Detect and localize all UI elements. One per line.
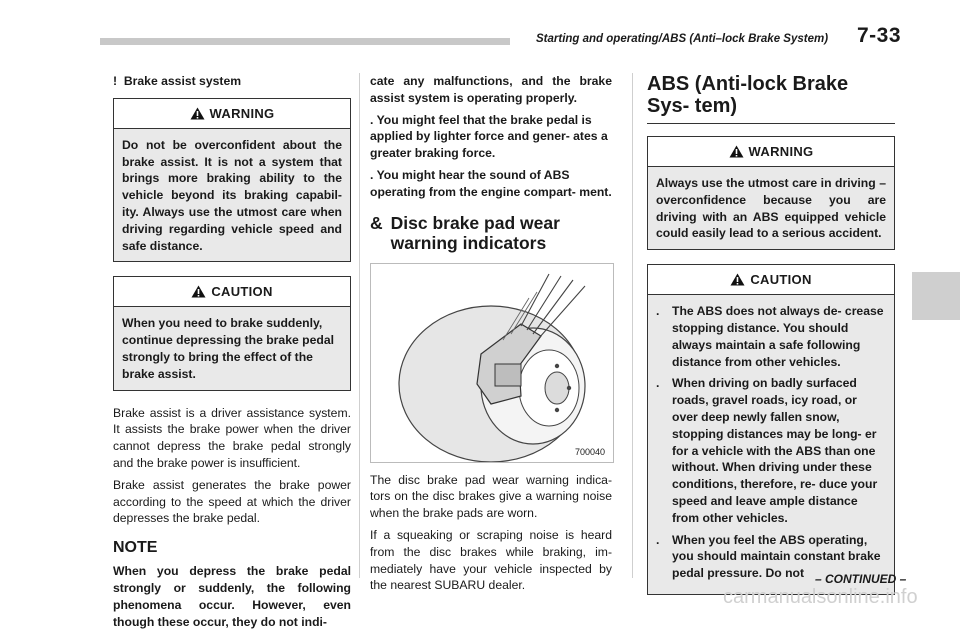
warning-header — [648, 137, 894, 167]
continued-label: – CONTINUED – — [815, 572, 907, 586]
disc-brake-drawing — [371, 264, 613, 462]
caution-title: CAUTION — [211, 284, 273, 300]
caution-triangle-icon — [191, 285, 206, 298]
watermark: carmanualsonline.info — [723, 586, 918, 608]
section-mark: & — [370, 212, 383, 233]
bullet-text: You might hear the sound of ABS operating from the engine compart- ment. — [370, 167, 612, 199]
note-bullet — [370, 112, 612, 162]
warning-text: Do not be overconfident about the brake assist. It is not a system that brings more braking ability to the vehicle beyond its braking capabil- ity. Always use the utmost care when driving regarding vehicle speed and safe distance. — [114, 129, 350, 262]
column-divider — [632, 73, 633, 578]
column-3 — [647, 73, 895, 609]
column-1 — [113, 73, 351, 635]
note-continuation: cate any malfunctions, and the brake assist system is operating properly. — [370, 74, 612, 105]
warning-box — [647, 136, 895, 250]
bullet-mark: . — [370, 112, 374, 127]
body-paragraph: The disc brake pad wear warning indica- tors on the disc brakes give a warning noise when the brake pads are worn. — [370, 472, 612, 521]
caution-text: When you need to brake suddenly, continue depressing the brake pedal strongly to bring the effect of the brake assist. — [114, 307, 350, 389]
warning-title: WARNING — [209, 105, 275, 121]
note-bullet — [370, 167, 612, 201]
header-rule — [100, 38, 510, 45]
bullet-mark: . — [656, 376, 660, 391]
chapter-tab — [912, 272, 960, 320]
warning-triangle-icon — [729, 145, 744, 158]
section-heading — [370, 213, 612, 253]
section-title: ABS (Anti-lock Brake Sys- tem) — [647, 73, 895, 124]
running-header: Starting and operating/ABS (Anti–lock Brake System) — [536, 33, 829, 45]
heading-mark: ! — [113, 74, 118, 88]
subsection-heading — [113, 73, 351, 90]
caution-item-text: When you feel the ABS operating, you should maintain constant brake pedal pressure. Do not — [672, 532, 881, 581]
warning-header — [114, 99, 350, 129]
caution-box — [647, 264, 895, 595]
bullet-mark: . — [370, 167, 374, 182]
section-title: Disc brake pad wear warning indicators — [390, 212, 560, 253]
warning-triangle-icon — [190, 107, 205, 120]
brake-illustration — [370, 263, 614, 463]
caution-item-text: When driving on badly surfaced roads, gravel roads, icy road, or over deep newly fallen snow, stopping distances may be long- er for a vehicle with the ABS than one without. When driving under these conditions, therefore, re- duce your speed and leave ample distance from other vehicles. — [672, 376, 878, 525]
caution-item — [656, 303, 886, 370]
caution-triangle-icon — [730, 273, 745, 286]
subsection-title: Brake assist system — [123, 74, 242, 88]
column-2 — [370, 73, 612, 599]
column-divider — [359, 73, 360, 578]
caution-item — [656, 375, 886, 526]
warning-box — [113, 98, 351, 263]
caution-list — [648, 295, 894, 594]
note-title: NOTE — [113, 539, 158, 557]
warning-title: WARNING — [748, 144, 814, 159]
bullet-text: You might feel that the brake pedal is applied by lighter force and gener- ates a greater braking force. — [370, 112, 608, 161]
caution-header — [114, 277, 350, 307]
caution-item-text: The ABS does not always de- crease stopping distance. You should always maintain a safe following distance from other vehicles. — [672, 304, 884, 369]
page-number: 7-33 — [857, 24, 902, 47]
illustration-code: 700040 — [574, 446, 605, 457]
body-paragraph: Brake assist is a driver assistance system. It assists the brake power when the driver cannot depress the brake pedal strongly and the brake power is insufficient. — [113, 405, 351, 470]
bullet-mark: . — [656, 304, 660, 319]
caution-title: CAUTION — [750, 272, 812, 288]
bullet-mark: . — [656, 532, 660, 547]
caution-box — [113, 276, 351, 390]
warning-text: Always use the utmost care in driving – overconfidence because you are driving with an ABS equipped vehicle could easily lead to a serious accident. — [648, 167, 894, 249]
caution-header — [648, 265, 894, 295]
note-text: When you depress the brake pedal strongly or suddenly, the following phenomena occur. However, even though these occur, they do not indi- — [113, 564, 351, 629]
body-paragraph: Brake assist generates the brake power according to the speed at which the driver depresses the brake pedal. — [113, 477, 351, 526]
body-paragraph: If a squeaking or scraping noise is heard from the disc brakes while braking, im- mediately have your vehicle inspected by the nearest SUBARU dealer. — [370, 527, 612, 593]
